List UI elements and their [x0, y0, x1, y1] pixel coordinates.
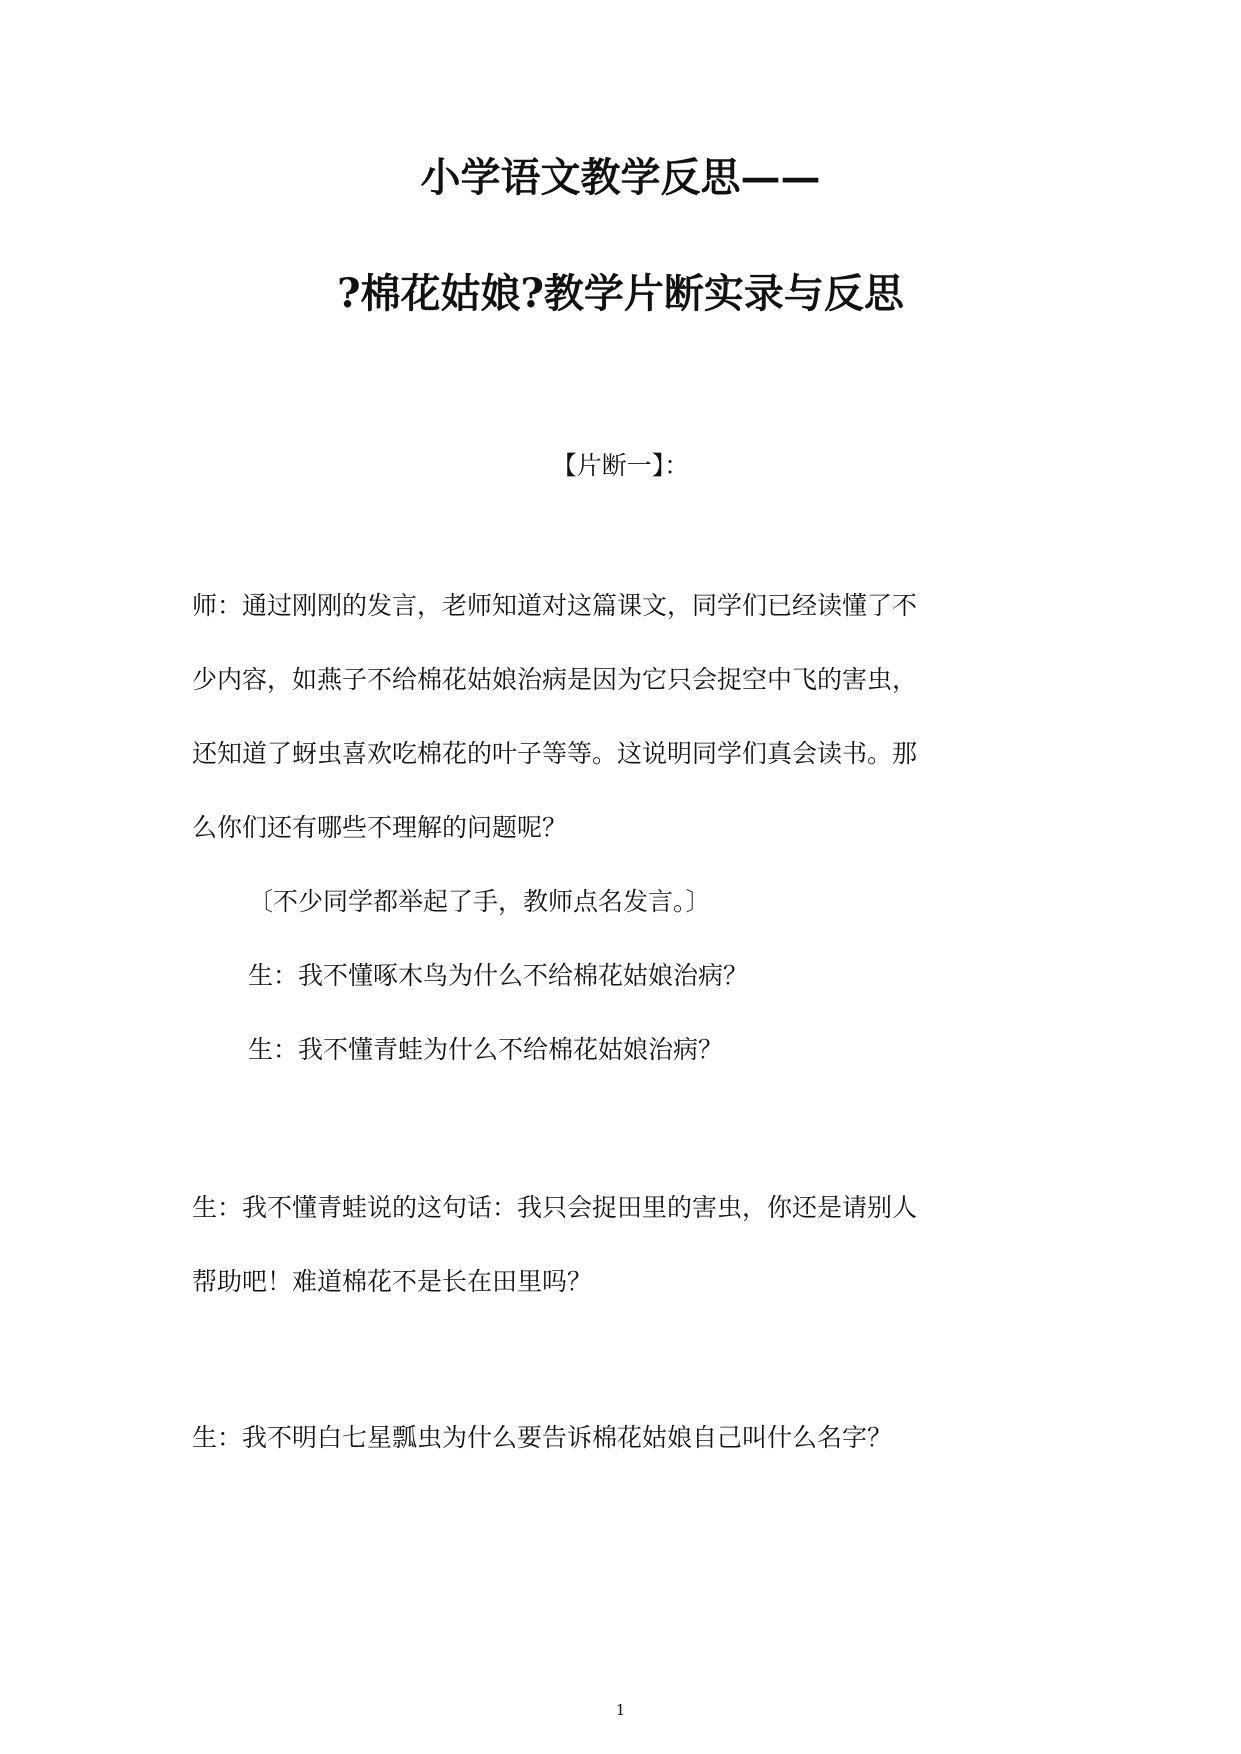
paragraph-line: 生：我不懂青蛙说的这句话：我只会捉田里的害虫，你还是请别人	[192, 1193, 918, 1222]
page-number: 1	[615, 1701, 626, 1719]
student-line: 生：我不明白七星瓢虫为什么要告诉棉花姑娘自己叫什么名字？	[192, 1423, 893, 1452]
stage-note: 〔不少同学都举起了手，教师点名发言。〕	[248, 887, 711, 916]
section-label: 【片断一】：	[551, 451, 690, 480]
paragraph-line: 还知道了蚜虫喜欢吃棉花的叶子等等。这说明同学们真会读书。那	[192, 739, 918, 768]
student-line: 生：我不懂啄木鸟为什么不给棉花姑娘治病？	[248, 961, 749, 990]
paragraph-line: 少内容，如燕子不给棉花姑娘治病是因为它只会捉空中飞的害虫，	[192, 665, 918, 694]
paragraph-line: 么你们还有哪些不理解的问题呢？	[192, 813, 568, 842]
title-line-1: 小学语文教学反思——	[420, 154, 821, 201]
paragraph-line: 师：通过刚刚的发言，老师知道对这篇课文，同学们已经读懂了不	[192, 591, 918, 620]
student-line: 生：我不懂青蛙为什么不给棉花姑娘治病？	[248, 1035, 724, 1064]
title-line-2: ?棉花姑娘?教学片断实录与反思	[337, 270, 904, 317]
paragraph-line: 帮助吧！难道棉花不是长在田里吗？	[192, 1267, 593, 1296]
